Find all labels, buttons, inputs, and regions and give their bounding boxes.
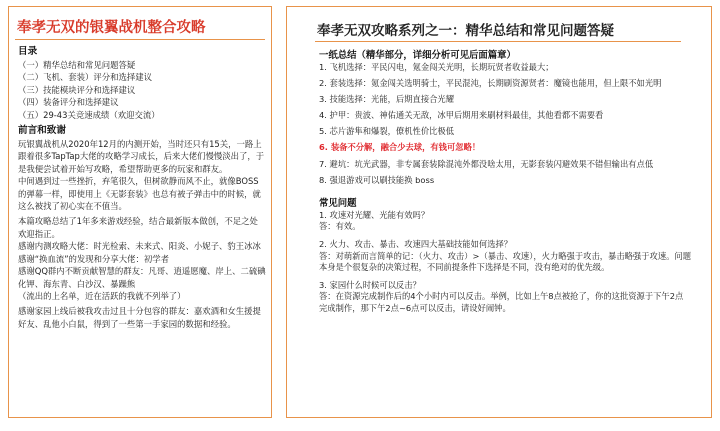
thanks-line: （流出的上名单，近在活跃的我就不列举了） (18, 290, 186, 301)
left-body (18, 45, 266, 330)
left-title: 奉孝无双的银翼战机整合攻略 (17, 20, 206, 36)
summary-item: 3. 技能选择：光能，后期直接合光耀 (319, 94, 455, 105)
preface-heading: 前言和致谢 (18, 125, 66, 137)
preface-paragraph: 本篇攻略总结了1年多来游戏经验，结合最新版本做创，不足之处欢迎指正。 (18, 216, 258, 239)
summary-item-highlight: 6. 装备不分解，融合少去球，有钱可忽略！ (319, 142, 481, 153)
toc-item: （一）精华总结和常见问题答疑 (18, 60, 136, 70)
preface-paragraph: 玩银翼战机从2020年12月的内测开始，当时还只有15关，一路上跟着很多TapTap大佬的攻略学习成长，后来大佬们慢慢淡出了，于是我便尝试着开始写攻略，希望帮助更多的玩家和群友。 (18, 139, 265, 174)
faq-question: 2. 火力、攻击、暴击、攻速四大基础技能如何选择？ (319, 238, 513, 249)
summary-item: 8. 强退游戏可以刷技能换 boss (319, 174, 435, 185)
preface-paragraph: 中间遇到过一些挫折，弃笔很久，但树欲静而风不止，就像BOSS的弹幕一样，即使用上《无影套装》也总有被子弹击中的时候，就这么被找了初心实在不值当。 (18, 176, 261, 212)
faq-answer: 答：在资源完成制作后的4个小时内可以反击。举例，比如上午8点被抢了，你的这批资源于下午2点完成制作，那下午2点~6点可以反击，请设好闹钟。 (319, 291, 684, 313)
right-body (319, 49, 691, 315)
faq-question: 3. 家园什么时候可以反击？ (319, 279, 421, 290)
right-title: 奉孝无双攻略系列之一：精华总结和常见问题答疑 (317, 23, 614, 39)
thanks-line: 感谢“换血流”的发现和分享大佬：初学者 (18, 253, 170, 264)
faq-heading: 常见问题 (319, 197, 357, 209)
toc-item: （五）29-43关竞速成绩（欢迎交流） (18, 109, 160, 120)
toc-list (18, 59, 266, 121)
summary-item: 7. 避坑：坑光武器，非专属套装除混沌外都没啥太用，无影套装闪避效果不错但输出有点低 (319, 158, 654, 169)
faq-answer: 答：对萌新而言简单的记：（火力、攻击）>（暴击、攻速），火力略强于攻击，暴击略强于攻速。问题本身是个很复杂的决策过程，不同前提条件下选择是不同，没有绝对的优先级。 (319, 250, 692, 273)
thanks-line: 感谢家园上线后被我攻击过且十分包容的群友：嘉欢酒和女生援提好友、乱他小白鼠，得到了一些第一手家园的数据和经验。 (18, 306, 261, 329)
thanks-line: 感谢QQ群内不断贡献智慧的群友：凡哥、逍遥愿魔、岸上、二硫碘化钾、海东青、白沙汉、暴躁熊 (18, 266, 266, 289)
toc-item: （四）装备评分和选择建议 (18, 97, 119, 108)
faq-answer: 答：有效。 (319, 221, 361, 232)
right-title-divider (315, 41, 681, 42)
left-panel (8, 6, 272, 418)
toc-heading: 目录 (18, 46, 38, 57)
left-title-divider (15, 39, 265, 40)
right-panel (286, 6, 712, 418)
toc-item: （三）技能模块评分和选择建议 (18, 84, 136, 95)
summary-item: 1. 飞机选择：平民闪电，氪金闯关光明，长期玩贤者收益最大； (319, 62, 554, 72)
toc-item: （二）飞机、套装）评分和选择建议 (18, 72, 152, 83)
summary-item: 5. 芯片游隼和爆裂，僚机性价比极低 (319, 126, 455, 137)
summary-item: 2. 套装选择：氪金闯关选明骑士，平民混沌，长期刷资源贤者：魔镜也能用，但上限不如光明 (319, 78, 662, 89)
thanks-line: 感谢内测攻略大佬：时光检索、未来式、阳炎、小妮子、豹王冰冰 (18, 241, 261, 252)
summary-item: 4. 护甲：贵波、神佑通关无敌，冰甲后期用来刷材料最佳，其他看都不需要看 (319, 110, 604, 121)
faq-question: 1. 攻速对光耀、光能有效吗？ (319, 209, 430, 220)
summary-heading: 一纸总结（精华部分，详细分析可见后面篇章） (319, 50, 516, 61)
